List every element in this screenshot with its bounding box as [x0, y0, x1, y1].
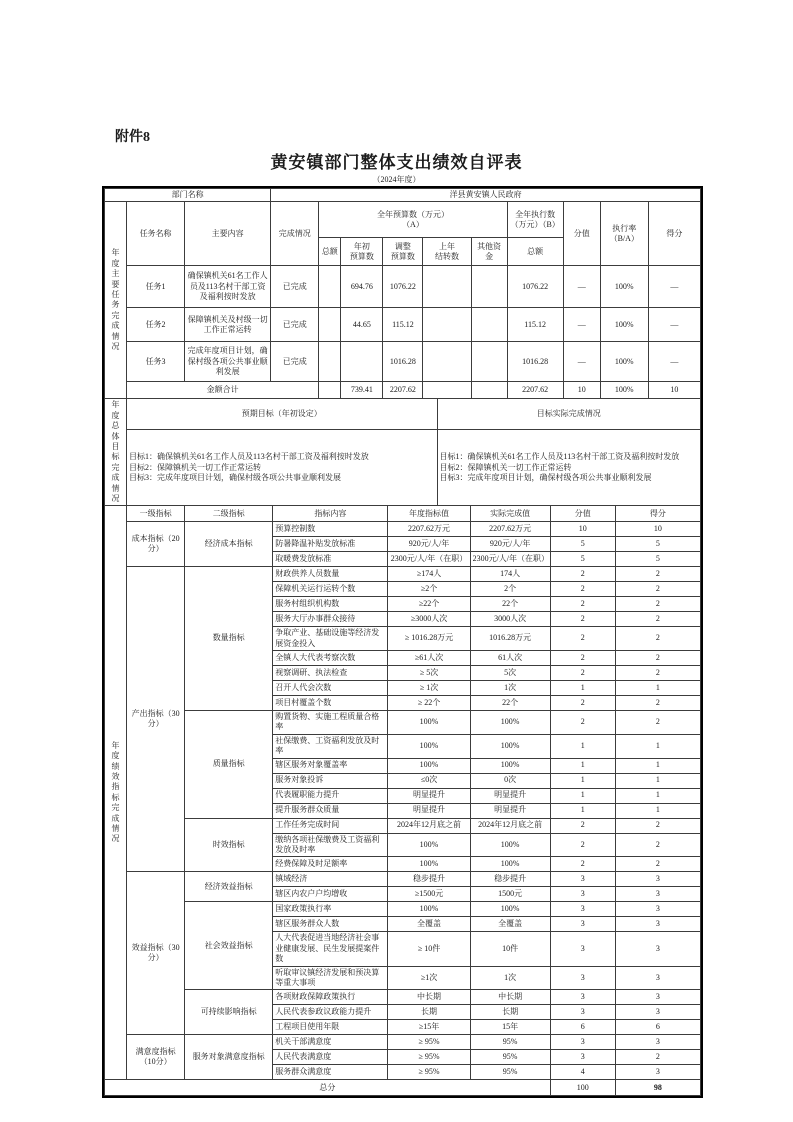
actual-value-cell: 1次 — [470, 681, 550, 696]
target-value-cell: ≥61人次 — [388, 651, 470, 666]
score-cell: 2 — [615, 651, 700, 666]
header-carryover: 上年 结转数 — [423, 238, 471, 266]
level2-indicator-cell: 质量指标 — [185, 711, 273, 819]
initial-budget-cell: 44.65 — [341, 308, 383, 342]
indicator-content-cell: 全镇人大代表考察次数 — [273, 651, 388, 666]
actual-value-cell: 95% — [470, 1050, 550, 1065]
score-cell: 10 — [648, 382, 700, 399]
indicator-row — [105, 872, 701, 887]
target-value-cell: 全覆盖 — [388, 917, 470, 932]
task-status-cell: 已完成 — [271, 266, 319, 308]
indicator-content-cell: 社保缴费、工资福利发放及时率 — [273, 734, 388, 758]
score-cell: 2 — [615, 857, 700, 872]
indicator-content-cell: 辖区服务对象覆盖率 — [273, 758, 388, 773]
score-cell: 2 — [615, 833, 700, 857]
indicator-content-cell: 财政供养人员数量 — [273, 567, 388, 582]
target-value-cell: ≥ 1016.28万元 — [388, 627, 470, 651]
task-header-row-1 — [105, 202, 701, 238]
score-cell: 3 — [615, 990, 700, 1005]
score-cell: 2 — [615, 582, 700, 597]
indicator-row — [105, 818, 701, 833]
actual-value-cell: 100% — [470, 902, 550, 917]
score-value-cell: 3 — [550, 872, 615, 887]
task-total-label: 金额合计 — [127, 382, 319, 399]
carryover-cell — [423, 382, 471, 399]
score-cell: — — [648, 266, 700, 308]
adjusted-budget-cell: 2207.62 — [383, 382, 423, 399]
actual-value-cell: 2300元/人/年（在职） — [470, 552, 550, 567]
actual-goal-header: 目标实际完成情况 — [437, 399, 700, 430]
actual-value-cell: 2024年12月底之前 — [470, 818, 550, 833]
target-value-cell: ≥2个 — [388, 582, 470, 597]
score-value-cell: 10 — [563, 382, 600, 399]
score-cell: — — [648, 308, 700, 342]
evaluation-table — [102, 186, 703, 1098]
initial-budget-cell — [341, 342, 383, 382]
indicator-content-cell: 防暑降温补贴发放标准 — [273, 537, 388, 552]
task-row — [105, 342, 701, 382]
score-cell: 3 — [615, 932, 700, 966]
score-cell: 1 — [615, 788, 700, 803]
score-value-cell: 2 — [550, 857, 615, 872]
indicator-content-cell: 国家政策执行率 — [273, 902, 388, 917]
score-cell: 3 — [615, 872, 700, 887]
carryover-cell — [423, 342, 471, 382]
indicator-content-cell: 代表履职能力提升 — [273, 788, 388, 803]
indicator-content-cell: 机关干部满意度 — [273, 1035, 388, 1050]
level2-indicator-cell: 时效指标 — [185, 818, 273, 872]
exec-rate-cell: 100% — [600, 342, 648, 382]
indicator-content-cell: 缴纳各项社保缴费及工资福利发放及时率 — [273, 833, 388, 857]
target-value-cell: ≥3000人次 — [388, 612, 470, 627]
target-value-cell: ≥ 5次 — [388, 666, 470, 681]
score-value-cell: 1 — [550, 758, 615, 773]
header-adjusted-budget: 调整 预算数 — [383, 238, 423, 266]
indicator-row — [105, 990, 701, 1005]
target-value-cell: ≥22个 — [388, 597, 470, 612]
level2-indicator-cell: 服务对象满意度指标 — [185, 1035, 273, 1080]
actual-value-cell: 2个 — [470, 582, 550, 597]
actual-value-cell: 10件 — [470, 932, 550, 966]
score-value-cell: — — [563, 266, 600, 308]
page-subtitle: （2024年度） — [372, 175, 421, 184]
indicator-content-cell: 听取审议镇经济发展和预决算等重大事项 — [273, 966, 388, 990]
target-value-cell: 100% — [388, 857, 470, 872]
indicator-content-cell: 工作任务完成时间 — [273, 818, 388, 833]
budget-total-cell — [319, 308, 341, 342]
task-content-cell: 确保镇机关61名工作人员及113名村干部工资及福利按时发放 — [185, 266, 271, 308]
task-total-row — [105, 382, 701, 399]
task-name-cell: 任务2 — [127, 308, 185, 342]
carryover-cell — [423, 308, 471, 342]
score-cell: 3 — [615, 1065, 700, 1080]
target-value-cell: ≥1次 — [388, 966, 470, 990]
actual-value-cell: 920元/人/年 — [470, 537, 550, 552]
score-cell: 1 — [615, 758, 700, 773]
actual-value-cell: 100% — [470, 857, 550, 872]
level1-indicator-cell: 产出指标（30分） — [127, 567, 185, 872]
level2-indicator-cell: 数量指标 — [185, 567, 273, 711]
target-value-cell: ≥ 22个 — [388, 696, 470, 711]
indicator-header-row — [105, 506, 701, 522]
actual-value-cell: 95% — [470, 1065, 550, 1080]
header-score: 得分 — [615, 506, 700, 522]
score-value-cell: 3 — [550, 1005, 615, 1020]
indicator-content-cell: 服务群众满意度 — [273, 1065, 388, 1080]
score-value-cell: 2 — [550, 651, 615, 666]
header-completion: 完成情况 — [271, 202, 319, 266]
score-value-cell: 2 — [550, 597, 615, 612]
indicator-content-cell: 服务对象投诉 — [273, 773, 388, 788]
target-value-cell: 明显提升 — [388, 803, 470, 818]
score-cell: — — [648, 342, 700, 382]
header-other-funds: 其他资金 — [471, 238, 507, 266]
adjusted-budget-cell: 115.12 — [383, 308, 423, 342]
task-row — [105, 266, 701, 308]
header-indicator-content: 指标内容 — [273, 506, 388, 522]
score-value-cell: 3 — [550, 1050, 615, 1065]
indicator-content-cell: 取暖费发放标准 — [273, 552, 388, 567]
header-budget-total: 总额 — [319, 238, 341, 266]
score-value-cell: 6 — [550, 1020, 615, 1035]
score-value-cell: 2 — [550, 666, 615, 681]
header-level2: 二级指标 — [185, 506, 273, 522]
exec-rate-cell: 100% — [600, 308, 648, 342]
target-value-cell: 100% — [388, 711, 470, 735]
target-value-cell: ≥174人 — [388, 567, 470, 582]
target-value-cell: ≥1500元 — [388, 887, 470, 902]
score-value-cell: 1 — [550, 734, 615, 758]
initial-budget-cell: 739.41 — [341, 382, 383, 399]
score-value-cell: 3 — [550, 917, 615, 932]
indicator-row — [105, 711, 701, 735]
score-value-cell: 5 — [550, 537, 615, 552]
score-value-cell: 1 — [550, 773, 615, 788]
indicator-content-cell: 镇域经济 — [273, 872, 388, 887]
score-cell: 5 — [615, 537, 700, 552]
score-cell: 2 — [615, 627, 700, 651]
score-value-cell: 3 — [550, 887, 615, 902]
actual-value-cell: 95% — [470, 1035, 550, 1050]
indicator-table — [104, 505, 701, 1096]
actual-value-cell: 5次 — [470, 666, 550, 681]
actual-value-cell: 100% — [470, 711, 550, 735]
target-value-cell: ≥ 10件 — [388, 932, 470, 966]
indicator-content-cell: 服务大厅办事群众接待 — [273, 612, 388, 627]
department-label: 部门名称 — [105, 189, 271, 202]
target-value-cell: 920元/人/年 — [388, 537, 470, 552]
page-title: 黄安镇部门整体支出绩效自评表 — [270, 153, 523, 172]
target-value-cell: ≥ 95% — [388, 1050, 470, 1065]
score-value-cell: 2 — [550, 582, 615, 597]
score-value-cell: 3 — [550, 966, 615, 990]
task-name-cell: 任务3 — [127, 342, 185, 382]
budget-total-cell — [319, 266, 341, 308]
header-actual-value: 实际完成值 — [470, 506, 550, 522]
expected-goal-header: 预期目标（年初设定） — [127, 399, 438, 430]
header-score-value: 分值 — [550, 506, 615, 522]
score-cell: 2 — [615, 666, 700, 681]
indicator-content-cell: 服务村组织机构数 — [273, 597, 388, 612]
adjusted-budget-cell: 1016.28 — [383, 342, 423, 382]
header-score: 得分 — [648, 202, 700, 266]
target-value-cell: 稳步提升 — [388, 872, 470, 887]
exec-rate-cell: 100% — [600, 382, 648, 399]
department-value: 洋县黄安镇人民政府 — [271, 189, 701, 202]
score-value-cell: 2 — [550, 627, 615, 651]
indicator-content-cell: 提升服务群众质量 — [273, 803, 388, 818]
goal-content-row — [105, 430, 701, 506]
actual-value-cell: 中长期 — [470, 990, 550, 1005]
header-level1: 一级指标 — [127, 506, 185, 522]
score-value-cell: 2 — [550, 833, 615, 857]
indicator-content-cell: 视察调研、执法检查 — [273, 666, 388, 681]
indicator-content-cell: 人民代表满意度 — [273, 1050, 388, 1065]
score-cell: 3 — [615, 1035, 700, 1050]
total-score-value-cell: 100 — [550, 1080, 615, 1096]
task-section-side-label: 年度主要任务完成情况 — [105, 202, 127, 399]
actual-value-cell: 100% — [470, 833, 550, 857]
score-value-cell: 3 — [550, 902, 615, 917]
score-value-cell: 1 — [550, 788, 615, 803]
score-cell: 2 — [615, 1050, 700, 1065]
total-score-cell: 98 — [615, 1080, 700, 1096]
header-initial-budget: 年初 预算数 — [341, 238, 383, 266]
actual-value-cell: 174人 — [470, 567, 550, 582]
level2-indicator-cell: 经济成本指标 — [185, 522, 273, 567]
task-status-cell: 已完成 — [271, 308, 319, 342]
actual-value-cell: 明显提升 — [470, 788, 550, 803]
indicator-row — [105, 902, 701, 917]
score-cell: 2 — [615, 597, 700, 612]
score-value-cell: 2 — [550, 567, 615, 582]
other-funds-cell — [471, 342, 507, 382]
score-value-cell: 3 — [550, 932, 615, 966]
score-value-cell: 2 — [550, 818, 615, 833]
header-budget-group: 全年预算数（万元） （A） — [319, 202, 507, 238]
indicator-section-side-label: 年度绩效指标完成情况 — [105, 506, 127, 1080]
header-score-value: 分值 — [563, 202, 600, 266]
indicator-content-cell: 各项财政保障政策执行 — [273, 990, 388, 1005]
header-target-value: 年度指标值 — [388, 506, 470, 522]
actual-value-cell: 15年 — [470, 1020, 550, 1035]
actual-value-cell: 1500元 — [470, 887, 550, 902]
score-cell: 1 — [615, 734, 700, 758]
score-value-cell: — — [563, 308, 600, 342]
target-value-cell: ≥ 95% — [388, 1065, 470, 1080]
indicator-content-cell: 预算控制数 — [273, 522, 388, 537]
score-cell: 3 — [615, 1005, 700, 1020]
target-value-cell: 长期 — [388, 1005, 470, 1020]
actual-value-cell: 3000人次 — [470, 612, 550, 627]
score-cell: 2 — [615, 567, 700, 582]
indicator-content-cell: 辖区内农户户均增收 — [273, 887, 388, 902]
actual-value-cell: 明显提升 — [470, 803, 550, 818]
score-cell: 3 — [615, 902, 700, 917]
level1-indicator-cell: 效益指标（30分） — [127, 872, 185, 1035]
actual-value-cell: 1次 — [470, 966, 550, 990]
score-value-cell: 4 — [550, 1065, 615, 1080]
level1-indicator-cell: 满意度指标 （10分） — [127, 1035, 185, 1080]
goal-section-side-label: 年度总体目标完成情况 — [105, 399, 127, 506]
indicator-total-row — [105, 1080, 701, 1096]
carryover-cell — [423, 266, 471, 308]
indicator-row — [105, 522, 701, 537]
indicator-content-cell: 工程项目使用年限 — [273, 1020, 388, 1035]
target-value-cell: 2207.62万元 — [388, 522, 470, 537]
actual-value-cell: 稳步提升 — [470, 872, 550, 887]
score-value-cell: 1 — [550, 681, 615, 696]
task-content-cell: 保障镇机关及村级一切工作正常运转 — [185, 308, 271, 342]
indicator-content-cell: 人民代表参政议政能力提升 — [273, 1005, 388, 1020]
exec-total-cell: 115.12 — [507, 308, 563, 342]
exec-total-cell: 1016.28 — [507, 342, 563, 382]
other-funds-cell — [471, 266, 507, 308]
task-status-cell: 已完成 — [271, 342, 319, 382]
score-cell: 3 — [615, 887, 700, 902]
indicator-row — [105, 567, 701, 582]
score-cell: 3 — [615, 966, 700, 990]
target-value-cell: ≥15年 — [388, 1020, 470, 1035]
indicator-content-cell: 争取产业、基础设施等经济发展资金投入 — [273, 627, 388, 651]
actual-value-cell: 100% — [470, 758, 550, 773]
actual-value-cell: 22个 — [470, 597, 550, 612]
actual-value-cell: 0次 — [470, 773, 550, 788]
target-value-cell: 100% — [388, 758, 470, 773]
target-value-cell: 100% — [388, 734, 470, 758]
indicator-content-cell: 人大代表促进当地经济社会事业健康发展、民生发展提案件数 — [273, 932, 388, 966]
header-exec-group: 全年执行数 （万元）（B） — [507, 202, 563, 238]
score-value-cell: 10 — [550, 522, 615, 537]
score-cell: 5 — [615, 552, 700, 567]
score-cell: 6 — [615, 1020, 700, 1035]
initial-budget-cell: 694.76 — [341, 266, 383, 308]
indicator-content-cell: 保障机关运行运转个数 — [273, 582, 388, 597]
indicator-content-cell: 召开人代会次数 — [273, 681, 388, 696]
header-exec-total: 总额 — [507, 238, 563, 266]
actual-value-cell: 61人次 — [470, 651, 550, 666]
header-task-name: 任务名称 — [127, 202, 185, 266]
exec-total-cell: 1076.22 — [507, 266, 563, 308]
adjusted-budget-cell: 1076.22 — [383, 266, 423, 308]
actual-value-cell: 100% — [470, 734, 550, 758]
level2-indicator-cell: 社会效益指标 — [185, 902, 273, 990]
indicator-content-cell: 购置货物、实施工程质量合格率 — [273, 711, 388, 735]
actual-value-cell: 长期 — [470, 1005, 550, 1020]
target-value-cell: ≥ 1次 — [388, 681, 470, 696]
actual-value-cell: 全覆盖 — [470, 917, 550, 932]
total-score-label: 总分 — [105, 1080, 551, 1096]
target-value-cell: 100% — [388, 833, 470, 857]
target-value-cell: 中长期 — [388, 990, 470, 1005]
attachment-label: 附件8 — [115, 130, 150, 145]
task-row — [105, 308, 701, 342]
exec-total-cell: 2207.62 — [507, 382, 563, 399]
indicator-row — [105, 1035, 701, 1050]
task-name-cell: 任务1 — [127, 266, 185, 308]
actual-value-cell: 22个 — [470, 696, 550, 711]
target-value-cell: 2300元/人/年（在职） — [388, 552, 470, 567]
score-value-cell: 3 — [550, 1035, 615, 1050]
indicator-content-cell: 项目村覆盖个数 — [273, 696, 388, 711]
score-value-cell: 5 — [550, 552, 615, 567]
expected-goal-content: 目标1：确保镇机关61名工作人员及113名村干部工资及福利按时发放 目标2：保障镇机关一切工作正常运转 目标3：完成年度项目计划，确保村级各项公共事业顺利发展 — [127, 430, 438, 506]
score-cell: 1 — [615, 773, 700, 788]
goal-table — [104, 398, 701, 506]
score-cell: 1 — [615, 681, 700, 696]
task-content-cell: 完成年度项目计划，确保村级各项公共事业顺利发展 — [185, 342, 271, 382]
score-cell: 1 — [615, 803, 700, 818]
department-row — [105, 189, 701, 202]
score-value-cell: 2 — [550, 696, 615, 711]
score-cell: 2 — [615, 612, 700, 627]
target-value-cell: 100% — [388, 902, 470, 917]
level1-indicator-cell: 成本指标（20分） — [127, 522, 185, 567]
score-cell: 2 — [615, 711, 700, 735]
level2-indicator-cell: 可持续影响指标 — [185, 990, 273, 1035]
department-header-table — [104, 188, 701, 202]
other-funds-cell — [471, 308, 507, 342]
actual-value-cell: 2207.62万元 — [470, 522, 550, 537]
level2-indicator-cell: 经济效益指标 — [185, 872, 273, 902]
score-cell: 2 — [615, 696, 700, 711]
score-cell: 3 — [615, 917, 700, 932]
target-value-cell: ≥ 95% — [388, 1035, 470, 1050]
score-cell: 2 — [615, 818, 700, 833]
score-cell: 10 — [615, 522, 700, 537]
score-value-cell: 2 — [550, 612, 615, 627]
header-main-content: 主要内容 — [185, 202, 271, 266]
score-value-cell: 3 — [550, 990, 615, 1005]
exec-rate-cell: 100% — [600, 266, 648, 308]
actual-value-cell: 1016.28万元 — [470, 627, 550, 651]
indicator-content-cell: 辖区服务群众人数 — [273, 917, 388, 932]
other-funds-cell — [471, 382, 507, 399]
target-value-cell: 明显提升 — [388, 788, 470, 803]
budget-total-cell — [319, 342, 341, 382]
header-exec-rate: 执行率 （B/A） — [600, 202, 648, 266]
goal-header-row — [105, 399, 701, 430]
actual-goal-content: 目标1：确保镇机关61名工作人员及113名村干部工资及福利按时发放 目标2：保障镇机关一切工作正常运转 目标3：完成年度项目计划，确保村级各项公共事业顺利发展 — [437, 430, 700, 506]
score-value-cell: 1 — [550, 803, 615, 818]
task-table — [104, 201, 701, 399]
indicator-content-cell: 经费保障及时足额率 — [273, 857, 388, 872]
target-value-cell: ≤0次 — [388, 773, 470, 788]
budget-total-cell — [319, 382, 341, 399]
score-value-cell: 2 — [550, 711, 615, 735]
target-value-cell: 2024年12月底之前 — [388, 818, 470, 833]
score-value-cell: — — [563, 342, 600, 382]
